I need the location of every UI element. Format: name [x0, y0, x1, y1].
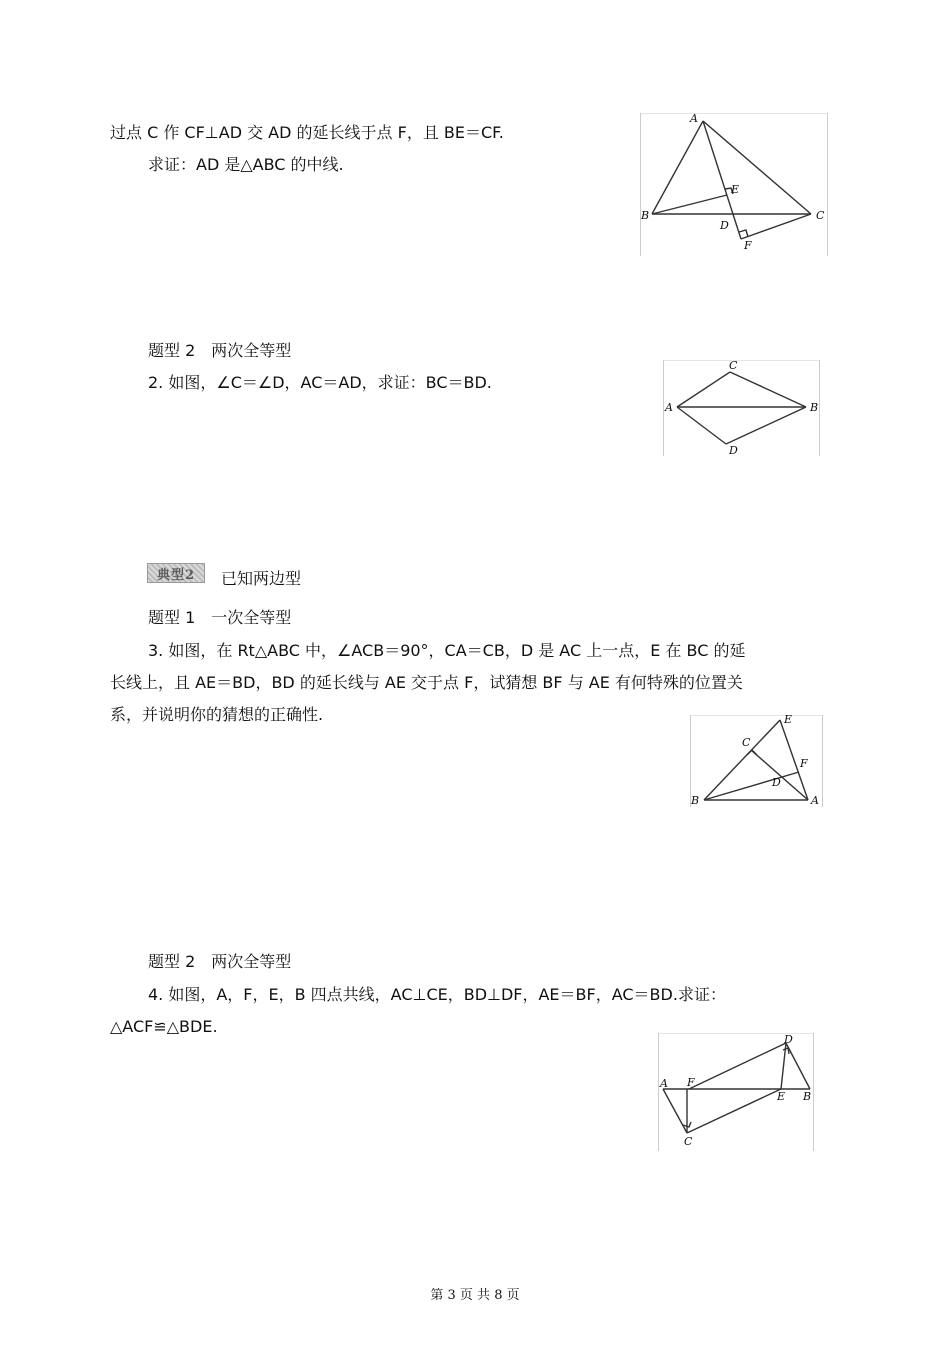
fig4-label-C: C: [684, 1135, 693, 1148]
page-number: 第 3 页 共 8 页: [430, 1288, 520, 1303]
figure-problem4: [658, 1033, 814, 1151]
problem3-line2: 长线上，且 AE＝BD，BD 的延长线与 AE 交于点 F，试猜想 BF 与 AE 有何特殊的位置关: [110, 673, 743, 692]
figure-problem2: [663, 360, 820, 456]
fig2-label-A: A: [665, 401, 673, 414]
fig3-label-D: D: [772, 776, 781, 789]
fig3-label-F: F: [800, 757, 808, 770]
fig4-label-D: D: [784, 1033, 793, 1046]
figure-problem1: [640, 113, 828, 256]
fig4-label-B: B: [803, 1090, 812, 1103]
fig2-label-B: B: [810, 401, 819, 414]
fig4-label-F: F: [687, 1076, 695, 1089]
fig1-label-B: B: [641, 209, 650, 222]
fig3-label-E: E: [784, 715, 793, 726]
category-title: 已知两边型: [221, 569, 302, 588]
section-heading-two-congruence: 题型 2 两次全等型: [148, 341, 292, 360]
section-heading-one-congruence: 题型 1 一次全等型: [148, 608, 292, 627]
fig3-label-C: C: [742, 736, 751, 749]
fig2-label-C: C: [729, 360, 738, 372]
category-badge: 典型2: [147, 563, 205, 583]
fig3-label-A: A: [811, 794, 819, 807]
section-heading-two-congruence-2: 题型 2 两次全等型: [148, 952, 292, 971]
problem2-text: 2. 如图，∠C＝∠D，AC＝AD，求证：BC＝BD.: [148, 373, 492, 392]
fig1-label-C: C: [816, 209, 825, 222]
problem1-line1: 过点 C 作 CF⊥AD 交 AD 的延长线于点 F，且 BE＝CF.: [110, 123, 504, 142]
problem3-line1: 3. 如图，在 Rt△ABC 中，∠ACB＝90°，CA＝CB，D 是 AC 上一点，E 在 BC 的延: [148, 641, 746, 660]
fig1-label-D: D: [720, 219, 729, 232]
figure-problem3: [690, 715, 823, 807]
problem4-line1: 4. 如图，A，F，E，B 四点共线，AC⊥CE，BD⊥DF，AE＝BF，AC＝BD.求证：: [148, 985, 726, 1004]
fig2-label-D: D: [729, 444, 738, 456]
problem3-line3: 系，并说明你的猜想的正确性.: [110, 705, 324, 724]
fig4-label-A: A: [660, 1077, 668, 1090]
fig4-label-E: E: [777, 1090, 786, 1103]
fig1-label-A: A: [690, 113, 698, 125]
problem1-line2: 求证：AD 是△ABC 的中线.: [148, 155, 344, 174]
fig1-label-E: E: [731, 183, 740, 196]
problem4-line2: △ACF≌△BDE.: [110, 1017, 218, 1036]
fig1-label-F: F: [744, 239, 752, 252]
fig3-label-B: B: [691, 794, 700, 807]
